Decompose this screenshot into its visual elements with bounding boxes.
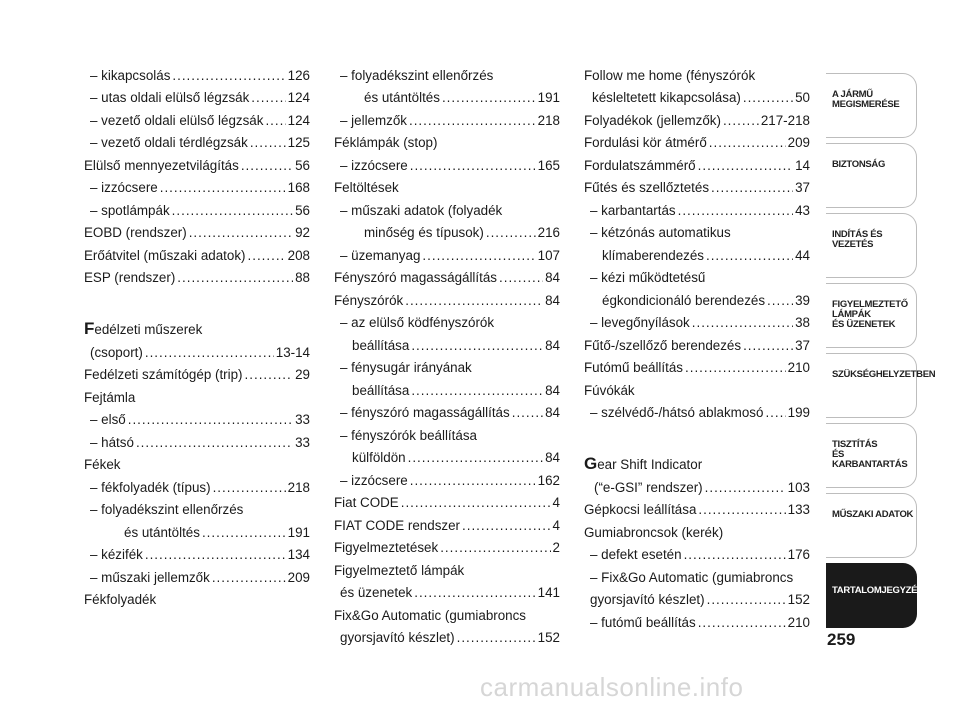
dot-leader <box>251 89 285 107</box>
index-entry-page: 216 <box>537 225 560 240</box>
dot-leader <box>213 479 286 497</box>
index-entry-page: 84 <box>545 337 560 353</box>
index-entry-text: – fényszóró magasságállítás <box>340 405 510 420</box>
dot-leader <box>265 112 285 130</box>
index-entry <box>584 130 810 153</box>
index-entry <box>584 377 810 400</box>
index-entry-page: 39 <box>795 292 810 308</box>
index-entry-page: 217-218 <box>760 112 810 128</box>
chapter-tab-label: FIGYELMEZTETŐ LÁMPÁK ÉS ÜZENETEK <box>832 299 908 330</box>
dot-leader <box>145 546 286 564</box>
index-entry <box>584 400 810 423</box>
dot-leader <box>698 501 785 519</box>
chapter-tab[interactable] <box>826 560 924 630</box>
index-entry-page: 92 <box>295 225 310 240</box>
index-entry-text: Fékek <box>84 457 121 472</box>
index-entry-text: – futómű beállítás <box>590 614 696 630</box>
index-entry <box>84 542 310 565</box>
dot-leader <box>411 382 543 400</box>
index-entry-text: – izzócsere <box>340 157 408 173</box>
chapter-tab[interactable] <box>826 140 918 210</box>
index-entry-page: 165 <box>537 157 560 173</box>
chapter-tab-shape <box>826 353 917 418</box>
index-entry <box>84 265 310 288</box>
index-entry <box>334 377 560 400</box>
index-entry-text: – izzócsere <box>340 472 408 488</box>
index-entry <box>84 339 310 362</box>
index-entry <box>84 130 310 153</box>
index-entry <box>84 384 310 407</box>
index-entry-page: 33 <box>295 434 310 450</box>
index-entry <box>334 535 560 558</box>
index-entry-text: Fedélzeti műszerek <box>84 319 203 338</box>
index-entry <box>334 287 560 310</box>
index-entry-text: (“e-GSI” rendszer) <box>594 479 703 495</box>
index-entry-page: 33 <box>295 412 310 427</box>
index-entry-page: 84 <box>545 270 560 285</box>
index-entry-page: 38 <box>795 315 810 330</box>
dot-leader <box>405 292 543 310</box>
chapter-tab-label: TARTALOMJEGYZÉK <box>832 585 924 596</box>
index-entry-text: – első <box>90 412 126 427</box>
index-entry-page: 44 <box>795 247 810 263</box>
index-entry-page: 4 <box>552 495 560 510</box>
index-entry-text: – fékfolyadék (típus) <box>90 479 211 495</box>
index-entry <box>84 197 310 220</box>
index-entry <box>84 152 310 175</box>
dot-leader <box>678 202 793 220</box>
index-entry-page: 191 <box>287 524 310 540</box>
index-entry <box>84 362 310 385</box>
index-entry-page: 103 <box>787 479 810 495</box>
dot-leader <box>723 112 759 130</box>
index-entry-text: és üzenetek <box>340 585 413 600</box>
index-entry <box>334 220 560 243</box>
index-entry <box>584 609 810 632</box>
index-entry <box>334 107 560 130</box>
index-entry <box>334 400 560 423</box>
index-entry <box>334 332 560 355</box>
index-entry-text: – hátsó <box>90 434 134 450</box>
index-entry-text: Erőátvitel (műszaki adatok) <box>84 247 246 263</box>
index-entry <box>84 85 310 108</box>
watermark: carmanualsonline.info <box>480 672 744 702</box>
index-entry <box>334 152 560 175</box>
dot-leader <box>411 337 543 355</box>
index-entry-text: Fúvókák <box>584 382 635 398</box>
index-entry <box>84 497 310 520</box>
index-entry <box>584 474 810 497</box>
chapter-tab[interactable] <box>826 210 918 280</box>
index-entry-page: 13-14 <box>275 344 310 360</box>
dot-leader <box>409 112 536 130</box>
index-entry <box>334 175 560 198</box>
index-entry <box>584 332 810 355</box>
index-entry-text: gyorsjavító készlet) <box>590 592 705 607</box>
dot-leader <box>245 366 294 384</box>
index-entry-page: 133 <box>787 502 810 517</box>
index-entry <box>84 107 310 130</box>
index-entry-text: – üzemanyag <box>340 247 421 263</box>
index-entry-text: Gépkocsi leállítása <box>584 502 697 517</box>
index-entry-text: – izzócsere <box>90 180 158 195</box>
index-entry <box>334 62 560 85</box>
index-entry-text: EOBD (rendszer) <box>84 225 187 240</box>
index-entry-text: Fiat CODE <box>334 495 399 510</box>
index-entry-page: 209 <box>287 569 310 585</box>
dot-leader <box>709 134 786 152</box>
index-entry <box>584 587 810 610</box>
index-entry <box>584 107 810 130</box>
index-entry-text: Fix&Go Automatic (gumiabroncs <box>334 607 527 623</box>
dot-leader <box>145 344 274 362</box>
index-entry-page: 176 <box>787 547 810 562</box>
index-entry-page: 124 <box>287 112 310 128</box>
index-entry-page: 56 <box>295 202 310 218</box>
index-entry <box>334 625 560 648</box>
dot-leader <box>486 224 536 242</box>
index-entry-page: 84 <box>545 382 560 398</box>
index-entry-page: 84 <box>545 292 560 308</box>
index-entry <box>84 452 310 475</box>
index-entry-text: Fejtámla <box>84 389 136 405</box>
dot-leader <box>705 479 786 497</box>
index-entry-text: Futómű beállítás <box>584 360 683 375</box>
dot-leader <box>462 517 551 535</box>
dot-leader <box>128 411 293 429</box>
index-entry-text: gyorsjavító készlet) <box>340 630 455 645</box>
index-column-3 <box>584 62 810 632</box>
dot-leader <box>401 494 551 512</box>
dot-leader <box>440 539 550 557</box>
index-entry-text: és utántöltés <box>364 90 440 105</box>
index-entry <box>584 519 810 542</box>
index-entry-page: 141 <box>537 585 560 600</box>
index-entry-text: Gear Shift Indicator <box>584 454 703 473</box>
index-entry <box>84 519 310 542</box>
index-entry-text: – fénysugár irányának <box>340 360 472 375</box>
index-entry-text: Fényszórók <box>334 292 404 308</box>
index-entry-page: 199 <box>787 405 810 420</box>
index-entry <box>84 564 310 587</box>
index-entry-text: Figyelmeztetések <box>334 540 439 555</box>
index-spacer <box>584 422 810 444</box>
index-entry-page: 210 <box>787 614 810 630</box>
index-entry-text: – vezető oldali térdlégzsák <box>90 135 248 150</box>
index-entry-text: Fordulatszámmérő <box>584 157 696 173</box>
index-entry <box>334 512 560 535</box>
dot-leader <box>250 134 286 152</box>
index-entry <box>84 309 310 339</box>
dot-leader <box>172 67 285 85</box>
page-number: 259 <box>827 630 856 649</box>
index-entry-text: – kikapcsolás <box>90 67 171 83</box>
index-entry <box>584 564 810 587</box>
dot-leader <box>410 472 536 490</box>
index-entry <box>334 445 560 468</box>
index-entry <box>84 474 310 497</box>
dot-leader <box>241 157 293 175</box>
index-entry-text: Fedélzeti számítógép (trip) <box>84 367 243 382</box>
index-entry-text: – defekt esetén <box>590 547 682 562</box>
chapter-tab-shape <box>826 143 917 208</box>
dot-leader <box>499 269 543 287</box>
index-entry-text: (csoport) <box>90 344 143 360</box>
chapter-tab-label: BIZTONSÁG <box>832 159 886 170</box>
index-entry-page: 168 <box>287 180 310 195</box>
index-entry <box>584 444 810 474</box>
index-entry-page: 152 <box>787 592 810 607</box>
index-entry-text: Fűtés és szellőztetés <box>584 180 710 195</box>
index-entry-text: – karbantartás <box>590 202 676 218</box>
index-entry <box>334 310 560 333</box>
index-entry-page: 4 <box>552 517 560 533</box>
index-entry <box>584 152 810 175</box>
index-entry <box>334 490 560 513</box>
index-entry-text: – folyadékszint ellenőrzés <box>90 502 244 517</box>
chapter-tab[interactable] <box>826 280 918 350</box>
index-entry-page: 37 <box>795 337 810 353</box>
index-entry-text: Fordulási kör átmérő <box>584 135 707 150</box>
index-entry <box>334 557 560 580</box>
index-entry <box>584 242 810 265</box>
dot-leader <box>711 179 793 197</box>
dot-leader <box>202 524 286 542</box>
index-entry-page: 126 <box>287 67 310 83</box>
index-entry-page: 210 <box>787 360 810 375</box>
index-entry-text: – vezető oldali elülső légzsák <box>90 112 264 128</box>
index-entry-text: ESP (rendszer) <box>84 270 176 285</box>
index-entry-text: – kézi működtetésű <box>590 270 706 285</box>
index-entry <box>334 355 560 378</box>
chapter-tab[interactable] <box>826 70 918 140</box>
index-entry-text: – Fix&Go Automatic (gumiabroncs <box>590 569 794 585</box>
index-entry-text: minőség és típusok) <box>364 225 484 240</box>
index-entry <box>334 242 560 265</box>
dot-leader <box>189 224 293 242</box>
dot-leader <box>692 314 793 332</box>
index-entry <box>334 580 560 603</box>
index-entry <box>334 602 560 625</box>
index-entry-text: Gumiabroncsok (kerék) <box>584 524 724 540</box>
index-entry-text: beállítása <box>352 382 410 398</box>
index-entry <box>584 497 810 520</box>
index-entry-page: 84 <box>545 450 560 465</box>
chapter-tab[interactable] <box>826 420 918 490</box>
index-entry <box>334 197 560 220</box>
index-entry <box>334 422 560 445</box>
index-entry-text: Fényszóró magasságállítás <box>334 270 497 285</box>
index-entry-text: FIAT CODE rendszer <box>334 517 461 533</box>
index-entry-page: 218 <box>287 479 310 495</box>
index-entry-page: 208 <box>287 247 310 263</box>
index-entry-text: – fényszórók beállítása <box>340 427 477 443</box>
index-entry <box>584 220 810 243</box>
index-entry-page: 29 <box>295 367 310 382</box>
dot-leader <box>765 404 785 422</box>
dot-leader <box>410 157 536 175</box>
index-entry-page: 107 <box>537 247 560 263</box>
index-entry-text: égkondicionáló berendezés <box>602 292 766 308</box>
index-entry-page: 37 <box>795 180 810 195</box>
index-entry-page: 191 <box>537 90 560 105</box>
index-entry-page: 134 <box>287 547 310 562</box>
dot-leader <box>743 89 793 107</box>
index-spacer <box>84 287 310 309</box>
index-entry-text: Follow me home (fényszórók <box>584 67 756 83</box>
chapter-tab-label: TISZTÍTÁS ÉS KARBANTARTÁS <box>832 439 908 470</box>
index-entry-page: 88 <box>295 270 310 285</box>
index-entry-text: – az elülső ködfényszórók <box>340 315 495 330</box>
dot-leader <box>160 179 286 197</box>
chapter-tabs <box>826 70 936 630</box>
index-entry-text: – spotlámpák <box>90 202 170 218</box>
index-entry-text: – utas oldali elülső légzsák <box>90 90 250 105</box>
index-entry <box>84 220 310 243</box>
index-entry-text: Figyelmeztető lámpák <box>334 562 465 578</box>
index-entry <box>584 310 810 333</box>
index-entry-page: 209 <box>787 135 810 150</box>
dot-leader <box>414 584 535 602</box>
index-entry-text: késleltetett kikapcsolása) <box>592 90 741 105</box>
chapter-tab-label: SZÜKSÉGHELYZETBEN <box>832 369 936 380</box>
index-entry <box>84 242 310 265</box>
index-column-1 <box>84 62 310 609</box>
index-entry-text: – levegőnyílások <box>590 315 690 330</box>
index-column-2 <box>334 62 560 647</box>
index-entry-text: – folyadékszint ellenőrzés <box>340 67 494 83</box>
index-entry <box>84 62 310 85</box>
index-entry <box>584 355 810 378</box>
index-entry <box>584 287 810 310</box>
index-entry-text: Folyadékok (jellemzők) <box>584 112 721 128</box>
index-entry-page: 84 <box>545 405 560 420</box>
index-entry-text: Féklámpák (stop) <box>334 135 438 150</box>
chapter-tab-shape <box>826 493 917 558</box>
chapter-tab-label: MŰSZAKI ADATOK <box>832 509 914 520</box>
index-entry-page: 152 <box>537 630 560 645</box>
index-entry <box>584 197 810 220</box>
index-entry <box>334 85 560 108</box>
dot-leader <box>212 569 286 587</box>
dot-leader <box>172 202 293 220</box>
index-entry <box>584 85 810 108</box>
index-entry-page: 2 <box>552 540 560 555</box>
index-entry-text: Feltöltések <box>334 180 399 195</box>
index-entry-page: 43 <box>795 202 810 218</box>
chapter-tab-label: A JÁRMŰ MEGISMERÉSE <box>832 89 900 110</box>
index-entry-page: 14 <box>795 157 810 173</box>
dot-leader <box>136 434 293 452</box>
index-entry <box>84 175 310 198</box>
index-entry <box>334 265 560 288</box>
dot-leader <box>685 359 786 377</box>
dot-leader <box>457 629 536 647</box>
dot-leader <box>422 247 535 265</box>
index-entry-text: külföldön <box>352 450 406 465</box>
index-entry-text: Fűtő-/szellőző berendezés <box>584 337 742 353</box>
dot-leader <box>177 269 293 287</box>
index-entry <box>334 467 560 490</box>
chapter-tab[interactable] <box>826 350 936 420</box>
index-entry-page: 162 <box>537 472 560 488</box>
chapter-tab-label: INDÍTÁS ÉS VEZETÉS <box>832 229 883 250</box>
index-entry-text: Elülső mennyezetvilágítás <box>84 157 239 173</box>
index-entry <box>584 62 810 85</box>
index-entry-page: 125 <box>287 135 310 150</box>
index-entry-text: – kézifék <box>90 547 143 562</box>
index-entry-page: 218 <box>537 112 560 128</box>
index-entry <box>84 429 310 452</box>
chapter-tab[interactable] <box>826 490 918 560</box>
index-entry-text: beállítása <box>352 337 410 353</box>
dot-leader <box>248 247 286 265</box>
index-entry-text: és utántöltés <box>124 524 200 540</box>
index-entry-page: 50 <box>795 90 810 105</box>
dot-leader <box>698 157 793 175</box>
dot-leader <box>706 247 793 265</box>
dot-leader <box>707 591 786 609</box>
index-entry <box>584 542 810 565</box>
dot-leader <box>767 292 793 310</box>
index-entry-page: 56 <box>295 157 310 173</box>
dot-leader <box>512 404 543 422</box>
dot-leader <box>408 449 543 467</box>
index-entry <box>584 265 810 288</box>
index-entry-text: klímaberendezés <box>602 247 704 263</box>
index-entry-text: Fékfolyadék <box>84 592 157 607</box>
dot-leader <box>743 337 793 355</box>
index-entry-text: – szélvédő-/hátsó ablakmosó <box>590 405 764 420</box>
index-entry-text: – műszaki adatok (folyadék <box>340 202 503 218</box>
dot-leader <box>684 546 786 564</box>
index-entry <box>334 130 560 153</box>
index-entry-text: – jellemzők <box>340 112 407 128</box>
index-entry <box>84 587 310 610</box>
index-entry-page: 124 <box>287 90 310 105</box>
dot-leader <box>698 614 786 632</box>
dot-leader <box>442 89 536 107</box>
index-entry <box>84 407 310 430</box>
index-entry-text: – kétzónás automatikus <box>590 225 731 240</box>
index-entry <box>584 175 810 198</box>
index-entry-text: – műszaki jellemzők <box>90 569 210 585</box>
